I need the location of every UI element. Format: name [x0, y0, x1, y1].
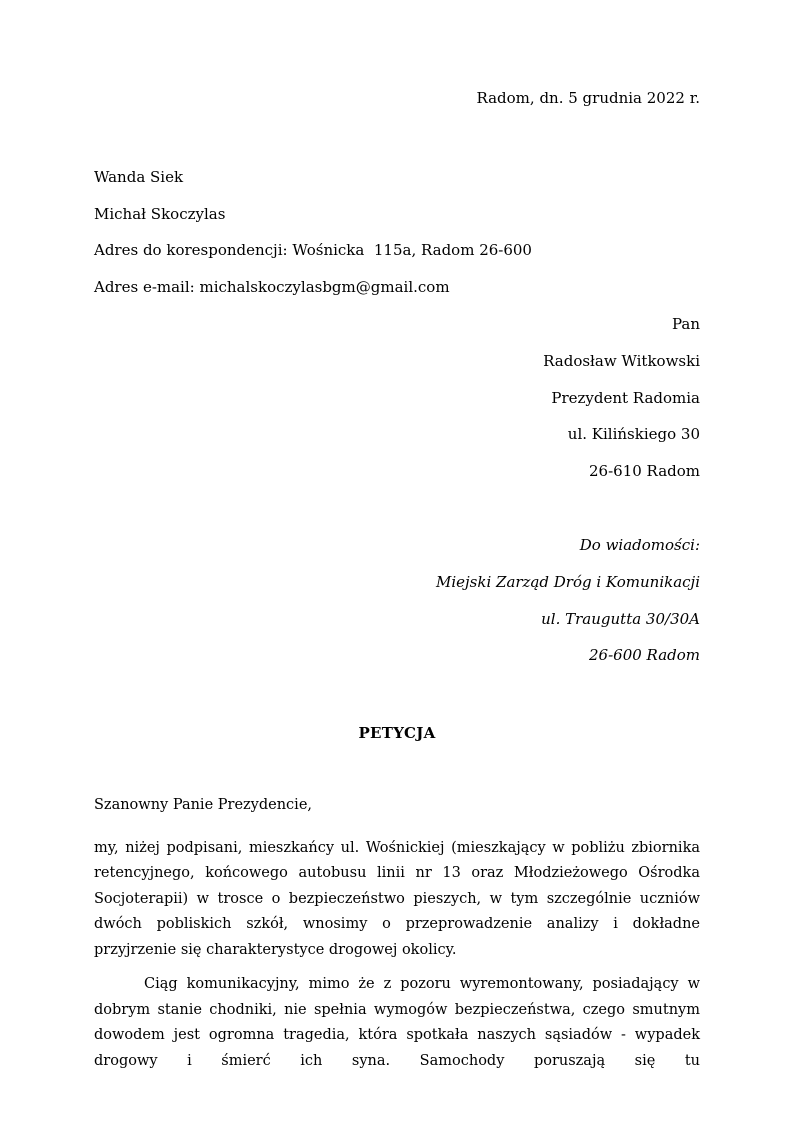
salutation: Szanowny Panie Prezydencie,: [94, 797, 313, 814]
sender-name-2: Michał Skoczylas: [94, 204, 226, 223]
body-paragraph-2: Ciąg komunikacyjny, mimo że z pozoru wyremontowany, posiadający w dobrym stanie chodniki, nie spełnia wymogów bezpieczeństwa, czego smutnym dowodem jest ogromna tragedia, która spotkała naszych sąsiadów - wypadek drogowy i śmierć ich syna. Samochody poruszają się tu: [94, 976, 700, 1069]
cc-organization: Miejski Zarząd Dróg i Komunikacji: [435, 572, 700, 591]
cc-block: [94, 527, 700, 674]
recipient-street: ul. Kilińskiego 30: [567, 425, 700, 444]
cc-heading: Do wiadomości:: [579, 535, 700, 554]
recipient-block: [94, 306, 700, 490]
cc-city: 26-600 Radom: [589, 646, 700, 665]
recipient-city: 26-610 Radom: [589, 462, 700, 481]
sender-name-1: Wanda Siek: [94, 167, 184, 186]
body-paragraph-1: my, niżej podpisani, mieszkańcy ul. Wośnickiej (mieszkający w pobliżu zbiornika retencyjnego, końcowego autobusu linii nr 13 oraz Młodzieżowego Ośrodka Socjoterapii) w trosce o bezpieczeństwo pieszych, w tym szczególnie uczniów dwóch pobliskich szkół, wnosimy o przeprowadzenie analizy i dokładne przyjrzenie się charakterystyce drogowej okolicy.: [94, 839, 700, 958]
recipient-honorific: Pan: [671, 314, 700, 333]
document-title: PETYCJA: [358, 724, 436, 743]
date-line: Radom, dn. 5 grudnia 2022 r.: [476, 89, 700, 107]
recipient-name: Radosław Witkowski: [543, 351, 700, 370]
sender-block: [94, 159, 700, 306]
sender-email-address: Adres e-mail: michalskoczylasbgm@gmail.com: [94, 278, 450, 297]
sender-postal-address: Adres do korespondencji: Wośnicka 115a, Radom 26-600: [94, 241, 532, 260]
cc-street: ul. Traugutta 30/30A: [541, 609, 700, 628]
recipient-title: Prezydent Radomia: [551, 388, 700, 407]
letter-body: [94, 793, 700, 1074]
